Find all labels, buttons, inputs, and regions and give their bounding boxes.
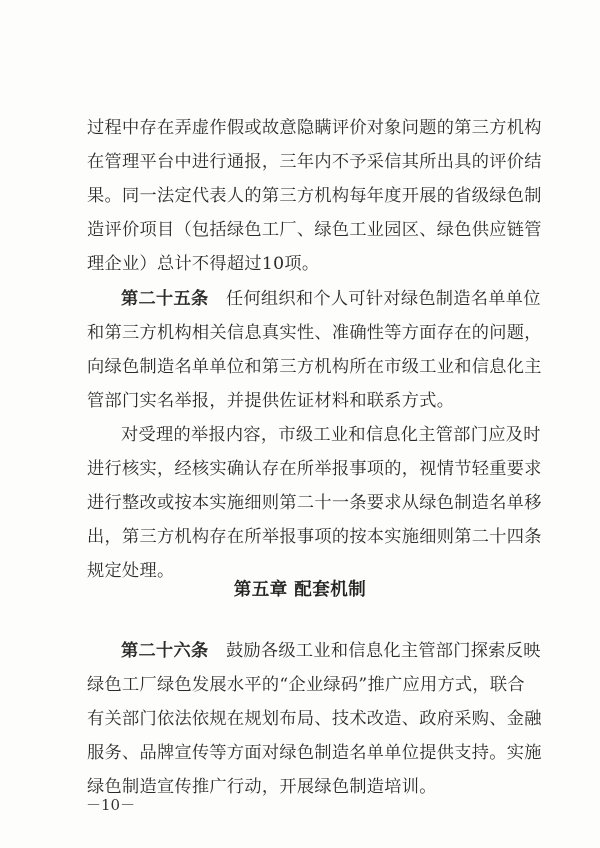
body-line: 果。同一法定代表人的第三方机构每年度开展的省级绿色制 (87, 186, 542, 206)
article-26-first-line (121, 641, 541, 661)
body-line: 和第三方机构相关信息真实性、准确性等方面存在的问题， (87, 323, 542, 343)
page-number: －10－ (86, 796, 136, 814)
article-25-first-line (121, 289, 541, 309)
body-line: 出，第三方机构存在所举报事项的按本实施细则第二十四条 (87, 527, 542, 547)
body-line: 进行整改或按本实施细则第二十一条要求从绿色制造名单移 (87, 493, 542, 513)
body-line: 进行核实，经核实确认存在所举报事项的，视情节轻重要求 (87, 459, 542, 479)
body-line: 绿色工厂绿色发展水平的“企业绿码”推广应用方式，联合 (87, 675, 525, 695)
body-line: 在管理平台中进行通报，三年内不予采信其所出具的评价结 (87, 152, 542, 172)
body-line: 管部门实名举报，并提供佐证材料和联系方式。 (87, 391, 455, 411)
article-26-text: 鼓励各级工业和信息化主管部门探索反映 (225, 641, 541, 661)
chapter-title: 第五章 配套机制 (233, 580, 367, 600)
body-line: 规定处理。 (87, 561, 175, 581)
body-line: 有关部门依法依规在规划布局、技术改造、政府采购、金融 (87, 709, 542, 729)
body-line: 造评价项目（包括绿色工厂、绿色工业园区、绿色供应链管 (87, 220, 542, 240)
body-line: 过程中存在弄虚作假或故意隐瞒评价对象问题的第三方机构 (87, 118, 542, 138)
body-line: 向绿色制造名单单位和第三方机构所在市级工业和信息化主 (87, 357, 542, 377)
article-25-text: 任何组织和个人可针对绿色制造名单单位 (225, 289, 541, 309)
paragraph-first-line: 对受理的举报内容，市级工业和信息化主管部门应及时 (121, 425, 541, 445)
article-26-heading: 第二十六条 (121, 641, 209, 661)
body-line: 理企业）总计不得超过10项。 (87, 254, 320, 274)
body-line: 服务、品牌宣传等方面对绿色制造名单单位提供支持。实施 (87, 743, 542, 763)
article-25-heading: 第二十五条 (121, 289, 209, 309)
body-line: 绿色制造宣传推广行动，开展绿色制造培训。 (87, 777, 437, 797)
